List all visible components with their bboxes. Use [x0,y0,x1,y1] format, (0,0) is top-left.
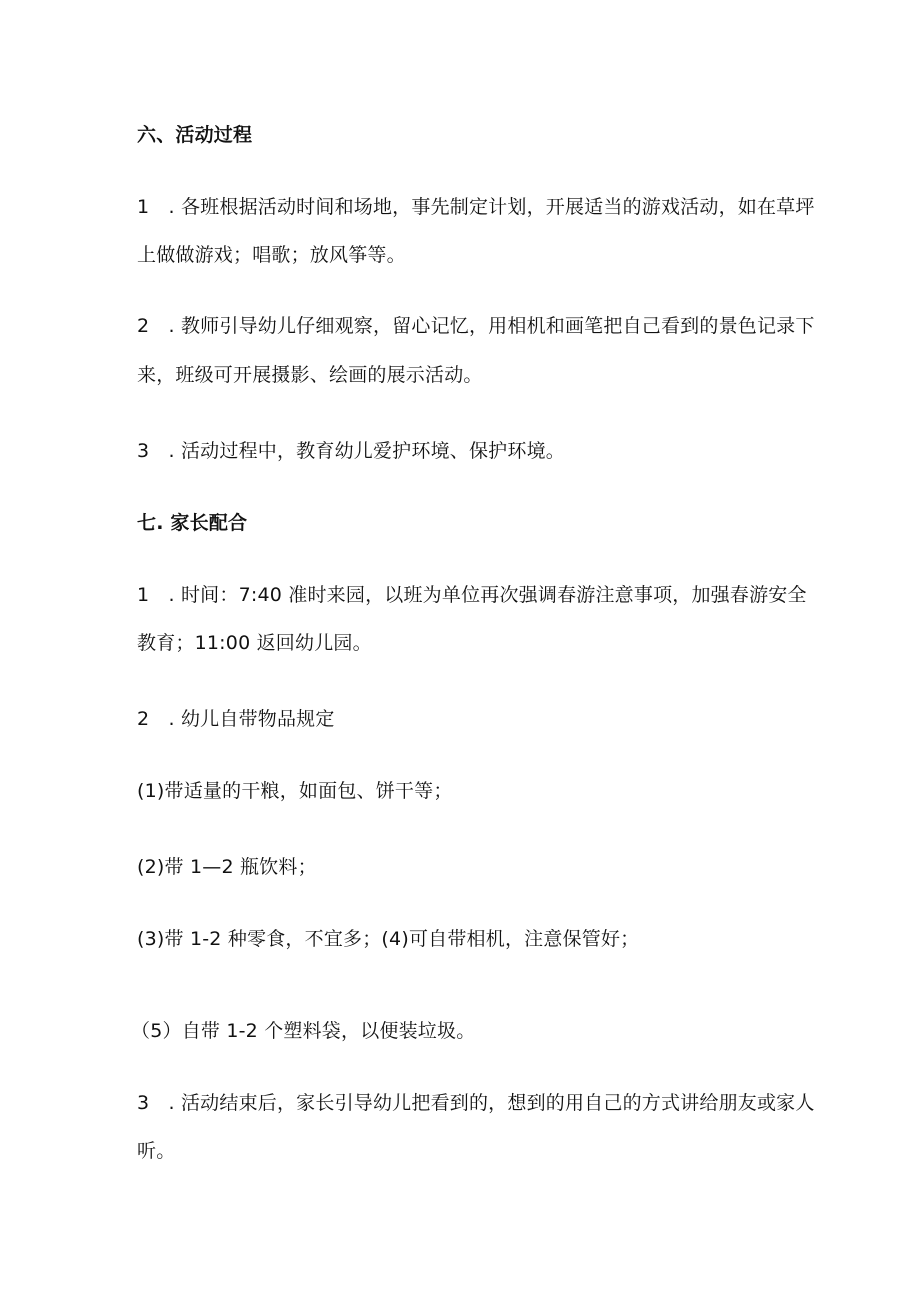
section7-item1-line2: 教育；11:00 返回幼儿园。 [137,632,372,654]
section7-sub3: (3)带 1-2 种零食，不宜多；(4)可自带相机，注意保管好； [137,928,640,950]
section7-sub1: (1)带适量的干粮，如面包、饼干等； [137,780,453,802]
section7-item3-line2: 听。 [137,1140,176,1162]
section6-item1-line2: 上做做游戏；唱歌；放风筝等。 [137,244,406,266]
section6-item2-line1: 2 . 教师引导幼儿仔细观察，留心记忆，用相机和画笔把自己看到的景色记录下 [137,315,815,337]
section7-item1-line1: 1 . 时间：7:40 准时来园，以班为单位再次强调春游注意事项，加强春游安全 [137,584,807,606]
section6-item1-line1: 1 . 各班根据活动时间和场地，事先制定计划，开展适当的游戏活动，如在草坪 [137,196,815,218]
section6-item3: 3 . 活动过程中，教育幼儿爱护环境、保护环境。 [137,440,565,462]
section7-item3-line1: 3 . 活动结束后，家长引导幼儿把看到的，想到的用自己的方式讲给朋友或家人 [137,1092,815,1114]
section7-heading: 七. 家长配合 [137,512,248,534]
section6-item2-line2: 来，班级可开展摄影、绘画的展示活动。 [137,364,483,386]
section7-item2: 2 . 幼儿自带物品规定 [137,708,335,730]
section7-sub5: （5）自带 1-2 个塑料袋，以便装垃圾。 [131,1020,476,1042]
section6-heading: 六、活动过程 [137,124,253,146]
section7-sub2: (2)带 1—2 瓶饮料； [137,856,317,878]
